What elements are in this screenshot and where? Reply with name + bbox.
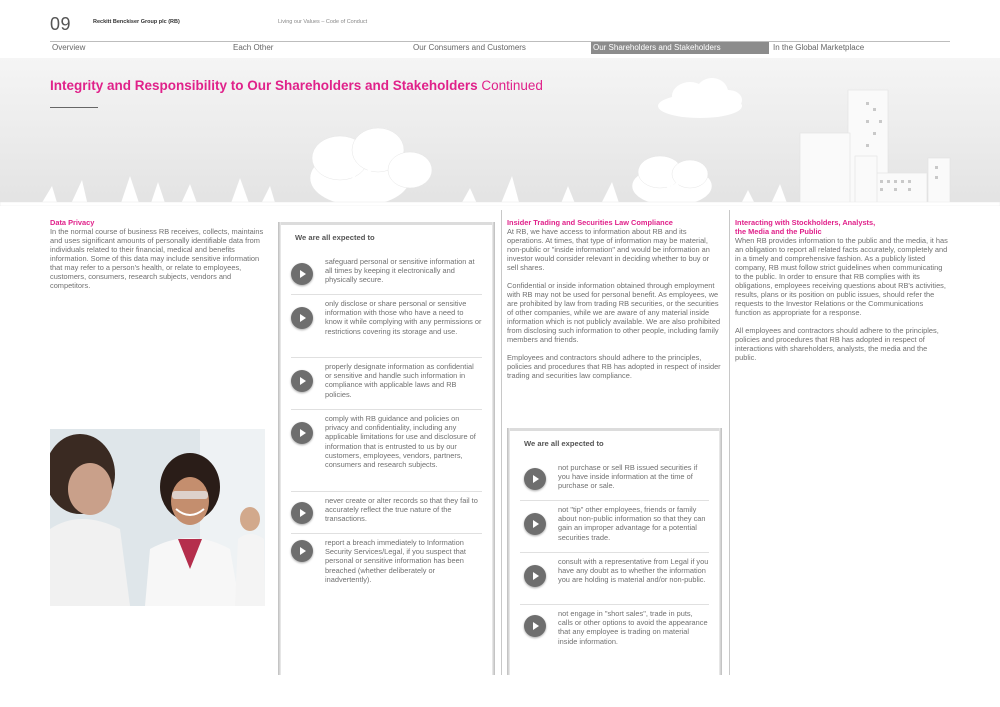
column-divider	[729, 210, 730, 675]
play-arrow-icon	[524, 565, 546, 587]
headline-rule	[50, 107, 98, 108]
nav-tab-consumers-customers[interactable]: Our Consumers and Customers	[413, 43, 526, 52]
headline-continued: Continued	[481, 78, 543, 93]
list-item: never create or alter records so that they fail to accurately reflect the true nature of the transactions.	[291, 492, 482, 534]
nav-tab-shareholders-stakeholders[interactable]: Our Shareholders and Stakeholders	[591, 42, 769, 54]
play-arrow-icon	[291, 502, 313, 524]
play-arrow-icon	[291, 422, 313, 444]
insider-panel-heading: We are all expected to	[524, 439, 604, 448]
insider-expectations-panel	[510, 428, 719, 675]
interacting-section	[735, 218, 949, 371]
play-arrow-icon	[524, 468, 546, 490]
section-nav	[50, 41, 950, 53]
list-item: consult with a representative from Legal if you have any doubt as to whether the information you are holding is material and/or non-public.	[520, 553, 709, 605]
nav-tab-each-other[interactable]: Each Other	[233, 43, 274, 52]
interacting-heading-line2: the Media and the Public	[735, 227, 822, 236]
play-arrow-icon	[524, 513, 546, 535]
interacting-paragraph: All employees and contractors should adhere to the principles, policies and procedures that RB has adopted in respect of interactions with shareholders, analysts, the media and the public.	[735, 326, 939, 362]
nav-tab-global-marketplace[interactable]: In the Global Marketplace	[773, 43, 865, 52]
list-item: properly designate information as confidential or sensitive and handle such information in compliance with applicable laws and RB policies.	[291, 358, 482, 410]
panel-edge	[492, 222, 495, 675]
nav-tab-overview[interactable]: Overview	[52, 43, 86, 52]
page-headline	[50, 78, 543, 93]
list-item: not "tip" other employees, friends or family about non-public information so that they can gain an improper advantage for a potential securities trade.	[520, 501, 709, 553]
play-arrow-icon	[291, 370, 313, 392]
document-title: Living our Values – Code of Conduct	[278, 19, 368, 25]
interacting-paragraph: When RB provides information to the public and the media, it has an obligation to report all related facts accurately, completely and in a timely and comprehensive fashion. As a publicly listed company, RB must follow strict guidelines when communicating to the public. In order to ensure that RB complies with its obligations, employees receiving questions about RB's activities, results, plans or its position on public issues, should refer the requests to the Investor Relations or the Communications function as appropriate for a response.	[735, 236, 948, 317]
data-privacy-section	[50, 218, 266, 290]
company-name: Reckitt Benckiser Group plc (RB)	[93, 19, 180, 25]
insider-trading-section	[507, 218, 721, 389]
data-privacy-body: In the normal course of business RB receives, collects, maintains and uses significant amounts of personally identifiable data from individuals related to their financial, medical and benefits information. Some of this data may include sensitive information that may refer to a person's health, or relate to employees, customers, consumers, research subjects, vendors and competitors.	[50, 227, 264, 290]
headline-title: Integrity and Responsibility to Our Shareholders and Stakeholders	[50, 78, 478, 93]
insider-paragraph: Confidential or inside information obtained through employment with RB may not be used for personal benefit. As employees, we are prohibited by law from trading RB securities, or the securities of other companies, while we are aware of any material inside information which is not publicly available. We are also prohibited from disclosing such information to other people, including family members and friends.	[507, 281, 721, 344]
list-item: not engage in "short sales", trade in puts, calls or other options to avoid the appearance that any employee is trading on material inside information.	[520, 605, 709, 655]
privacy-panel-heading: We are all expected to	[295, 233, 375, 242]
page-number: 09	[50, 14, 72, 34]
data-privacy-heading: Data Privacy	[50, 218, 95, 227]
scientist-photo	[50, 429, 265, 606]
interacting-heading-line1: Interacting with Stockholders, Analysts,	[735, 218, 876, 227]
play-arrow-icon	[291, 307, 313, 329]
list-item: only disclose or share personal or sensitive information with those who have a need to know it while complying with any permissions or restrictions covering its storage and use.	[291, 295, 482, 358]
list-item: report a breach immediately to Information Security Services/Legal, if you suspect that personal or sensitive information has been breached (whether deliberately or inadvertently).	[291, 534, 482, 598]
list-item: not purchase or sell RB issued securities if you have inside information at the time of purchase or sale.	[520, 459, 709, 501]
play-arrow-icon	[524, 615, 546, 637]
insider-paragraph: Employees and contractors should adhere to the principles, policies and procedures that RB has adopted in respect of insider trading and securities law compliance.	[507, 353, 721, 380]
play-arrow-icon	[291, 263, 313, 285]
play-arrow-icon	[291, 540, 313, 562]
privacy-expectations-panel	[281, 222, 492, 675]
column-divider	[501, 210, 502, 675]
panel-edge	[719, 428, 722, 675]
insider-trading-heading: Insider Trading and Securities Law Compliance	[507, 218, 673, 227]
list-item: safeguard personal or sensitive information at all times by keeping it electronically and physically secure.	[291, 253, 482, 295]
insider-paragraph: At RB, we have access to information about RB and its operations. At times, that type of information may be material, non-public or "inside information" and would be information an investor would consider relevant in deciding whether to buy or sell shares.	[507, 227, 710, 272]
list-item: comply with RB guidance and policies on privacy and confidentiality, including any applicable limitations for use and disclosure of information that is entrusted to us by our customers, employees, vendors, partners, consumers and research subjects.	[291, 410, 482, 492]
